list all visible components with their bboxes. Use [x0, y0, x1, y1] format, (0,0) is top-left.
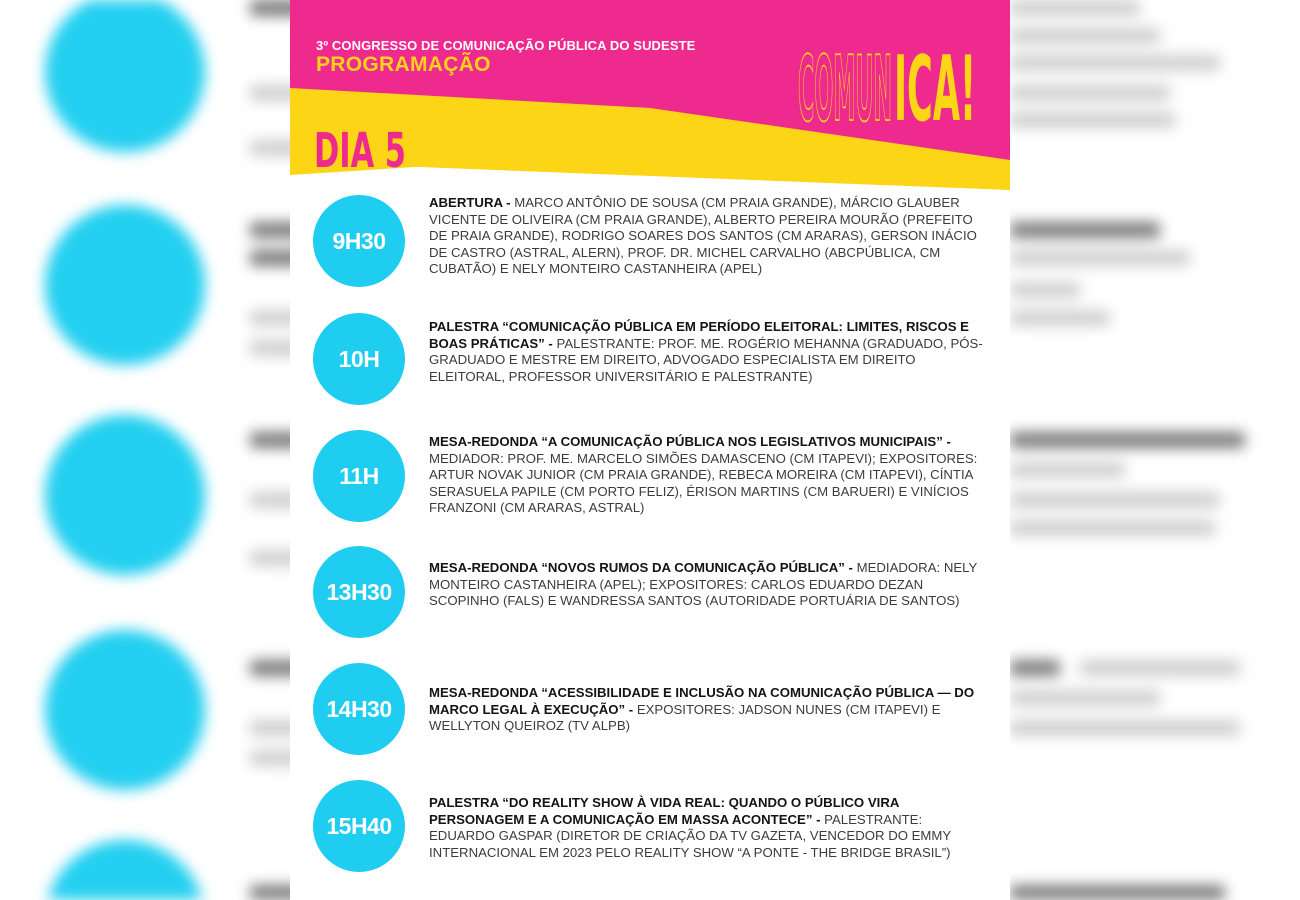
blurred-text-line [1010, 282, 1080, 298]
blurred-text-line [1010, 432, 1245, 448]
event-description [429, 685, 985, 735]
time-badge: 11H [313, 430, 405, 522]
event-description [429, 195, 985, 278]
blurred-text-line [1010, 520, 1215, 536]
congress-title: 3º CONGRESSO DE COMUNICAÇÃO PÚBLICA DO SUDESTE [316, 38, 696, 53]
blurred-text-line [1010, 885, 1225, 900]
event-title: PALESTRA “COMUNICAÇÃO PÚBLICA EM PERÍODO ELEITORAL: LIMITES, RISCOS E BOAS PRÁTICAS” - [429, 319, 969, 351]
event-title: MESA-REDONDA “ACESSIBILIDADE E INCLUSÃO NA COMUNICAÇÃO PÚBLICA — DO MARCO LEGAL À EXECUÇÃO” - [429, 685, 975, 717]
event-details: MARCO ANTÔNIO DE SOUSA (CM PRAIA GRANDE), MÁRCIO GLAUBER VICENTE DE OLIVEIRA (CM PRAIA GRANDE), ALBERTO PEREIRA MOURÃO (PREFEITO DE PRAIA GRANDE), RODRIGO SOARES DOS SANTOS (CM ARARAS), GERSON INÁCIO DE CASTRO (ASTRAL, ALERN), PROF. DR. MICHEL CARVALHO (ABCPÚBLICA, CM CUBATÃO) E NELY MONTEIRO CASTANHEIRA (APEL) [429, 195, 977, 276]
time-badge: 13H30 [313, 546, 405, 638]
schedule-poster [290, 0, 1010, 900]
event-details: PALESTRANTE: PROF. ME. ROGÉRIO MEHANNA (GRADUADO, PÓS-GRADUADO E MESTRE EM DIREITO, ADVOGADO ESPECIALISTA EM DIREITO ELEITORAL, PROFESSOR UNIVERSITÁRIO E PALESTRANTE) [429, 335, 983, 384]
blurred-text-line [1010, 0, 1140, 16]
time-badge: 15H40 [313, 780, 405, 872]
event-title: ABERTURA - [429, 195, 511, 210]
blurred-text-line [1010, 55, 1220, 71]
time-badge: 9H30 [313, 195, 405, 287]
event-details: MEDIADORA: NELY MONTEIRO CASTANHEIRA (APEL); EXPOSITORES: CARLOS EDUARDO DEZAN SCOPINHO (FALS) E WANDRESSA SANTOS (AUTORIDADE PORTUÁRIA DE SANTOS) [429, 560, 978, 608]
programacao-title: PROGRAMAÇÃO [316, 53, 491, 76]
blurred-text-line [1010, 250, 1190, 266]
event-title: PALESTRA “DO REALITY SHOW À VIDA REAL: QUANDO O PÚBLICO VIRA PERSONAGEM E A COMUNICAÇÃO EM MASSA ACONTECE” - [429, 795, 899, 827]
blurred-text-line [1010, 660, 1060, 676]
event-description [429, 319, 985, 385]
event-description [429, 434, 985, 517]
blurred-text-line [1010, 222, 1160, 238]
blurred-time-circle [45, 0, 205, 152]
time-badge: 14H30 [313, 663, 405, 755]
event-details: MEDIADOR: PROF. ME. MARCELO SIMÕES DAMASCENO (CM ITAPEVI); EXPOSITORES: ARTUR NOVAK JUNIOR (CM PRAIA GRANDE), REBECA MOREIRA (CM ITAPEVI), CÍNTIA SERASUELA PAPILE (CM PORTO FELIZ), ÉRISON MARTINS (CM BARUERI) E VINÍCIOS FRANZONI (CM ARARAS, ASTRAL) [429, 450, 978, 515]
blurred-text-line [1010, 690, 1160, 706]
logo-outline-text: COMUN [798, 36, 892, 130]
blurred-text-line [1010, 112, 1175, 128]
blurred-text-line [1080, 660, 1240, 676]
day-label-text: DIA 5 [314, 123, 406, 176]
blurred-time-circle [45, 415, 205, 575]
blurred-text-line [1010, 28, 1160, 44]
event-description [429, 795, 985, 861]
blurred-text-line [1010, 85, 1170, 101]
event-title: MESA-REDONDA “NOVOS RUMOS DA COMUNICAÇÃO PÚBLICA” - [429, 560, 853, 575]
event-title: MESA-REDONDA “A COMUNICAÇÃO PÚBLICA NOS LEGISLATIVOS MUNICIPAIS” - [429, 434, 951, 449]
blurred-text-line [1010, 310, 1110, 326]
event-details: EXPOSITORES: JADSON NUNES (CM ITAPEVI) E WELLYTON QUEIROZ (TV ALPB) [429, 701, 941, 733]
blurred-time-circle [45, 205, 205, 365]
blurred-text-line [1010, 462, 1125, 478]
blurred-time-circle [45, 840, 205, 900]
day-label [314, 112, 414, 176]
logo-solid-text: ICA! [894, 36, 976, 130]
comunica-logo [798, 14, 980, 130]
blurred-time-circle [45, 630, 205, 790]
event-details: PALESTRANTE: EDUARDO GASPAR (DIRETOR DE CRIAÇÃO DA TV GAZETA, VENCEDOR DO EMMY INTERNACIONAL EM 2023 PELO REALITY SHOW “A PONTE - THE BRIDGE BRASIL”) [429, 811, 951, 860]
event-description [429, 560, 985, 610]
blurred-text-line [1010, 720, 1240, 736]
time-badge: 10H [313, 313, 405, 405]
blurred-text-line [1010, 492, 1220, 508]
